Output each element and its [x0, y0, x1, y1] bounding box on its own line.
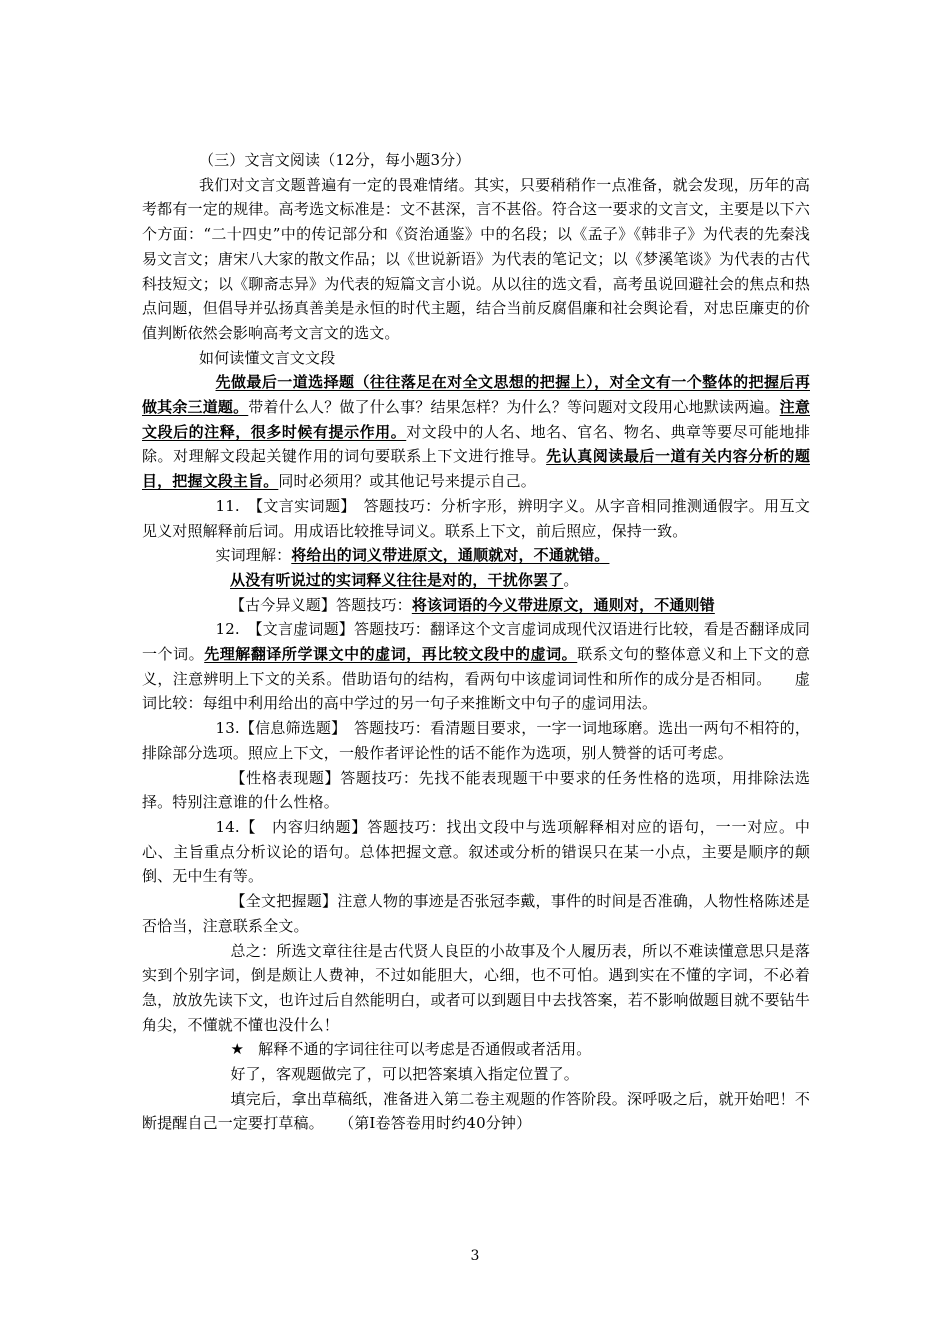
- q11-understand: [142, 543, 810, 568]
- q12-bold: 先理解翻译所学课文中的虚词，再比较文段中的虚词。: [204, 645, 578, 664]
- q11-gujin: [142, 593, 810, 618]
- q12-paragraph: [142, 617, 810, 716]
- star-text: 解释不通的字词往往可以考虑是否通假或者活用。: [258, 1040, 592, 1059]
- q11-understand-label: 实词理解：: [215, 546, 292, 565]
- q11-understand2-end: 。: [563, 570, 579, 589]
- howto-text-2: 对文段中的人名、地名、官名、物名、典章等要尽可能地排除。对理解文段起关键作用的词句要联系上下文进行推导。: [142, 422, 810, 466]
- q14-paragraph: 14.【 内容归纳题】答题技巧：找出文段中与选项解释相对应的语句，一一对应。中心、主旨重点分析议论的语句。总体把握文意。叙述或分析的错误只在某一小点，主要是顺序的颠倒、无中生有等。: [142, 817, 810, 886]
- howto-title: 如何读懂文言文文段: [199, 348, 336, 367]
- q13-paragraph: 13.【信息筛选题】 答题技巧：看清题目要求，一字一词地琢磨。选出一两句不相符的，排除部分选项。照应上下文，一般作者评论性的话不能作为选项，别人赞誉的话可考虑。: [142, 719, 810, 762]
- star-icon: ★: [230, 1040, 245, 1059]
- q11-paragraph: 11. 【文言实词题】 答题技巧：分析字形，辨明字义。从字音相同推测通假字。用互文见义对照解释前后词。用成语比较推导词义。联系上下文，前后照应，保持一致。: [142, 496, 810, 540]
- q12-text-2: 联系文句的整体意义和上下文的意义，注意辨明上下文的关系。借助语句的结构，看两句中该虚词词性和所作的成分是否相同。 虚词比较：每组中利用给出的高中学过的另一句子来推断文中句子的虚词用法。: [142, 645, 810, 713]
- q12-text-1: 12. 【文言虚词题】答题技巧：翻译这个文言虚词成现代汉语进行比较，看是否翻译成同一个词。: [142, 620, 810, 664]
- howto-paragraph: [142, 370, 810, 494]
- page-content: [142, 148, 810, 1136]
- q11-gujin-bold: 将该词语的今义带进原文，通则对，不通则错: [411, 595, 715, 614]
- star-note: [142, 1037, 810, 1062]
- page-number: 3: [470, 1248, 480, 1264]
- howto-bold-3: 先认真阅读最后一道有关内容分析的题目，把握文段主旨。: [142, 447, 810, 491]
- q13-character: 【性格表现题】答题技巧：先找不能表现题干中要求的任务性格的选项，用排除法选择。特别注意谁的什么性格。: [142, 768, 810, 812]
- q14-whole: 【全文把握题】注意人物的事迹是否张冠李戴，事件的时间是否准确，人物性格陈述是否恰当，注意联系全文。: [142, 892, 810, 935]
- q11-understand-bold: 将给出的词义带进原文，通顺就对，不通就错。: [291, 546, 610, 565]
- section-heading: （三）文言文阅读（12分，每小题3分）: [199, 151, 471, 169]
- summary-paragraph: 总之：所选文章往往是古代贤人良臣的小故事及个人履历表，所以不难读懂意思只是落实到个别字词，倒是颇让人费神，不过如能胆大，心细，也不可怕。遇到实在不懂的字词，不必着急，放放先读下文，也许过后自然能明白，或者可以到题目中去找答案，若不影响做题目就不要钻牛角尖，不懂就不懂也没什么！: [142, 941, 810, 1034]
- finish-line-1: 好了，客观题做完了，可以把答案填入指定位置了。: [230, 1065, 579, 1084]
- finish-line-2: 填完后，拿出草稿纸，准备进入第二卷主观题的作答阶段。深呼吸之后，就开始吧！不断提醒自己一定要打草稿。 （第Ⅰ卷答卷用时约40分钟）: [142, 1089, 810, 1133]
- q11-gujin-label: 【古今异义题】答题技巧：: [230, 595, 412, 614]
- howto-bold-1: 先做最后一道选择题（往往落足在对全文思想的把握上），对全文有一个整体的把握后再做其余三道题。: [142, 373, 810, 417]
- howto-text-3: 同时必须用？或其他记号来提示自己。: [278, 472, 536, 491]
- howto-bold-2: 注意文段后的注释，很多时候有提示作用。: [142, 398, 810, 441]
- intro-paragraph: 我们对文言文题普遍有一定的畏难情绪。其实，只要稍稍作一点准备，就会发现，历年的高考都有一定的规律。高考选文标准是：文不甚深，言不甚俗。符合这一要求的文言文，主要是以下六个方面：“二十四史”中的传记部分和《资治通鉴》中的名段；以《孟子》《韩非子》为代表的先秦浅易文言文；唐宋八大家的散文作品；以《世说新语》为代表的笔记文；以《梦溪笔谈》为代表的古代科技短文；以《聊斋志异》为代表的短篇文言小说。从以往的选文看，高考虽说回避社会的焦点和热点问题，但倡导并弘扬真善美是永恒的时代主题，结合当前反腐倡廉和社会舆论看，对忠臣廉吏的价值判断依然会影响高考文言文的选文。: [142, 175, 810, 342]
- howto-text-1: 带着什么人？做了什么事？结果怎样？为什么？等问题对文段用心地默读两遍。: [248, 398, 780, 417]
- q11-understand-2: [142, 568, 810, 593]
- q11-understand2-bold: 从没有听说过的实词释义往往是对的，干扰你罢了: [230, 570, 564, 589]
